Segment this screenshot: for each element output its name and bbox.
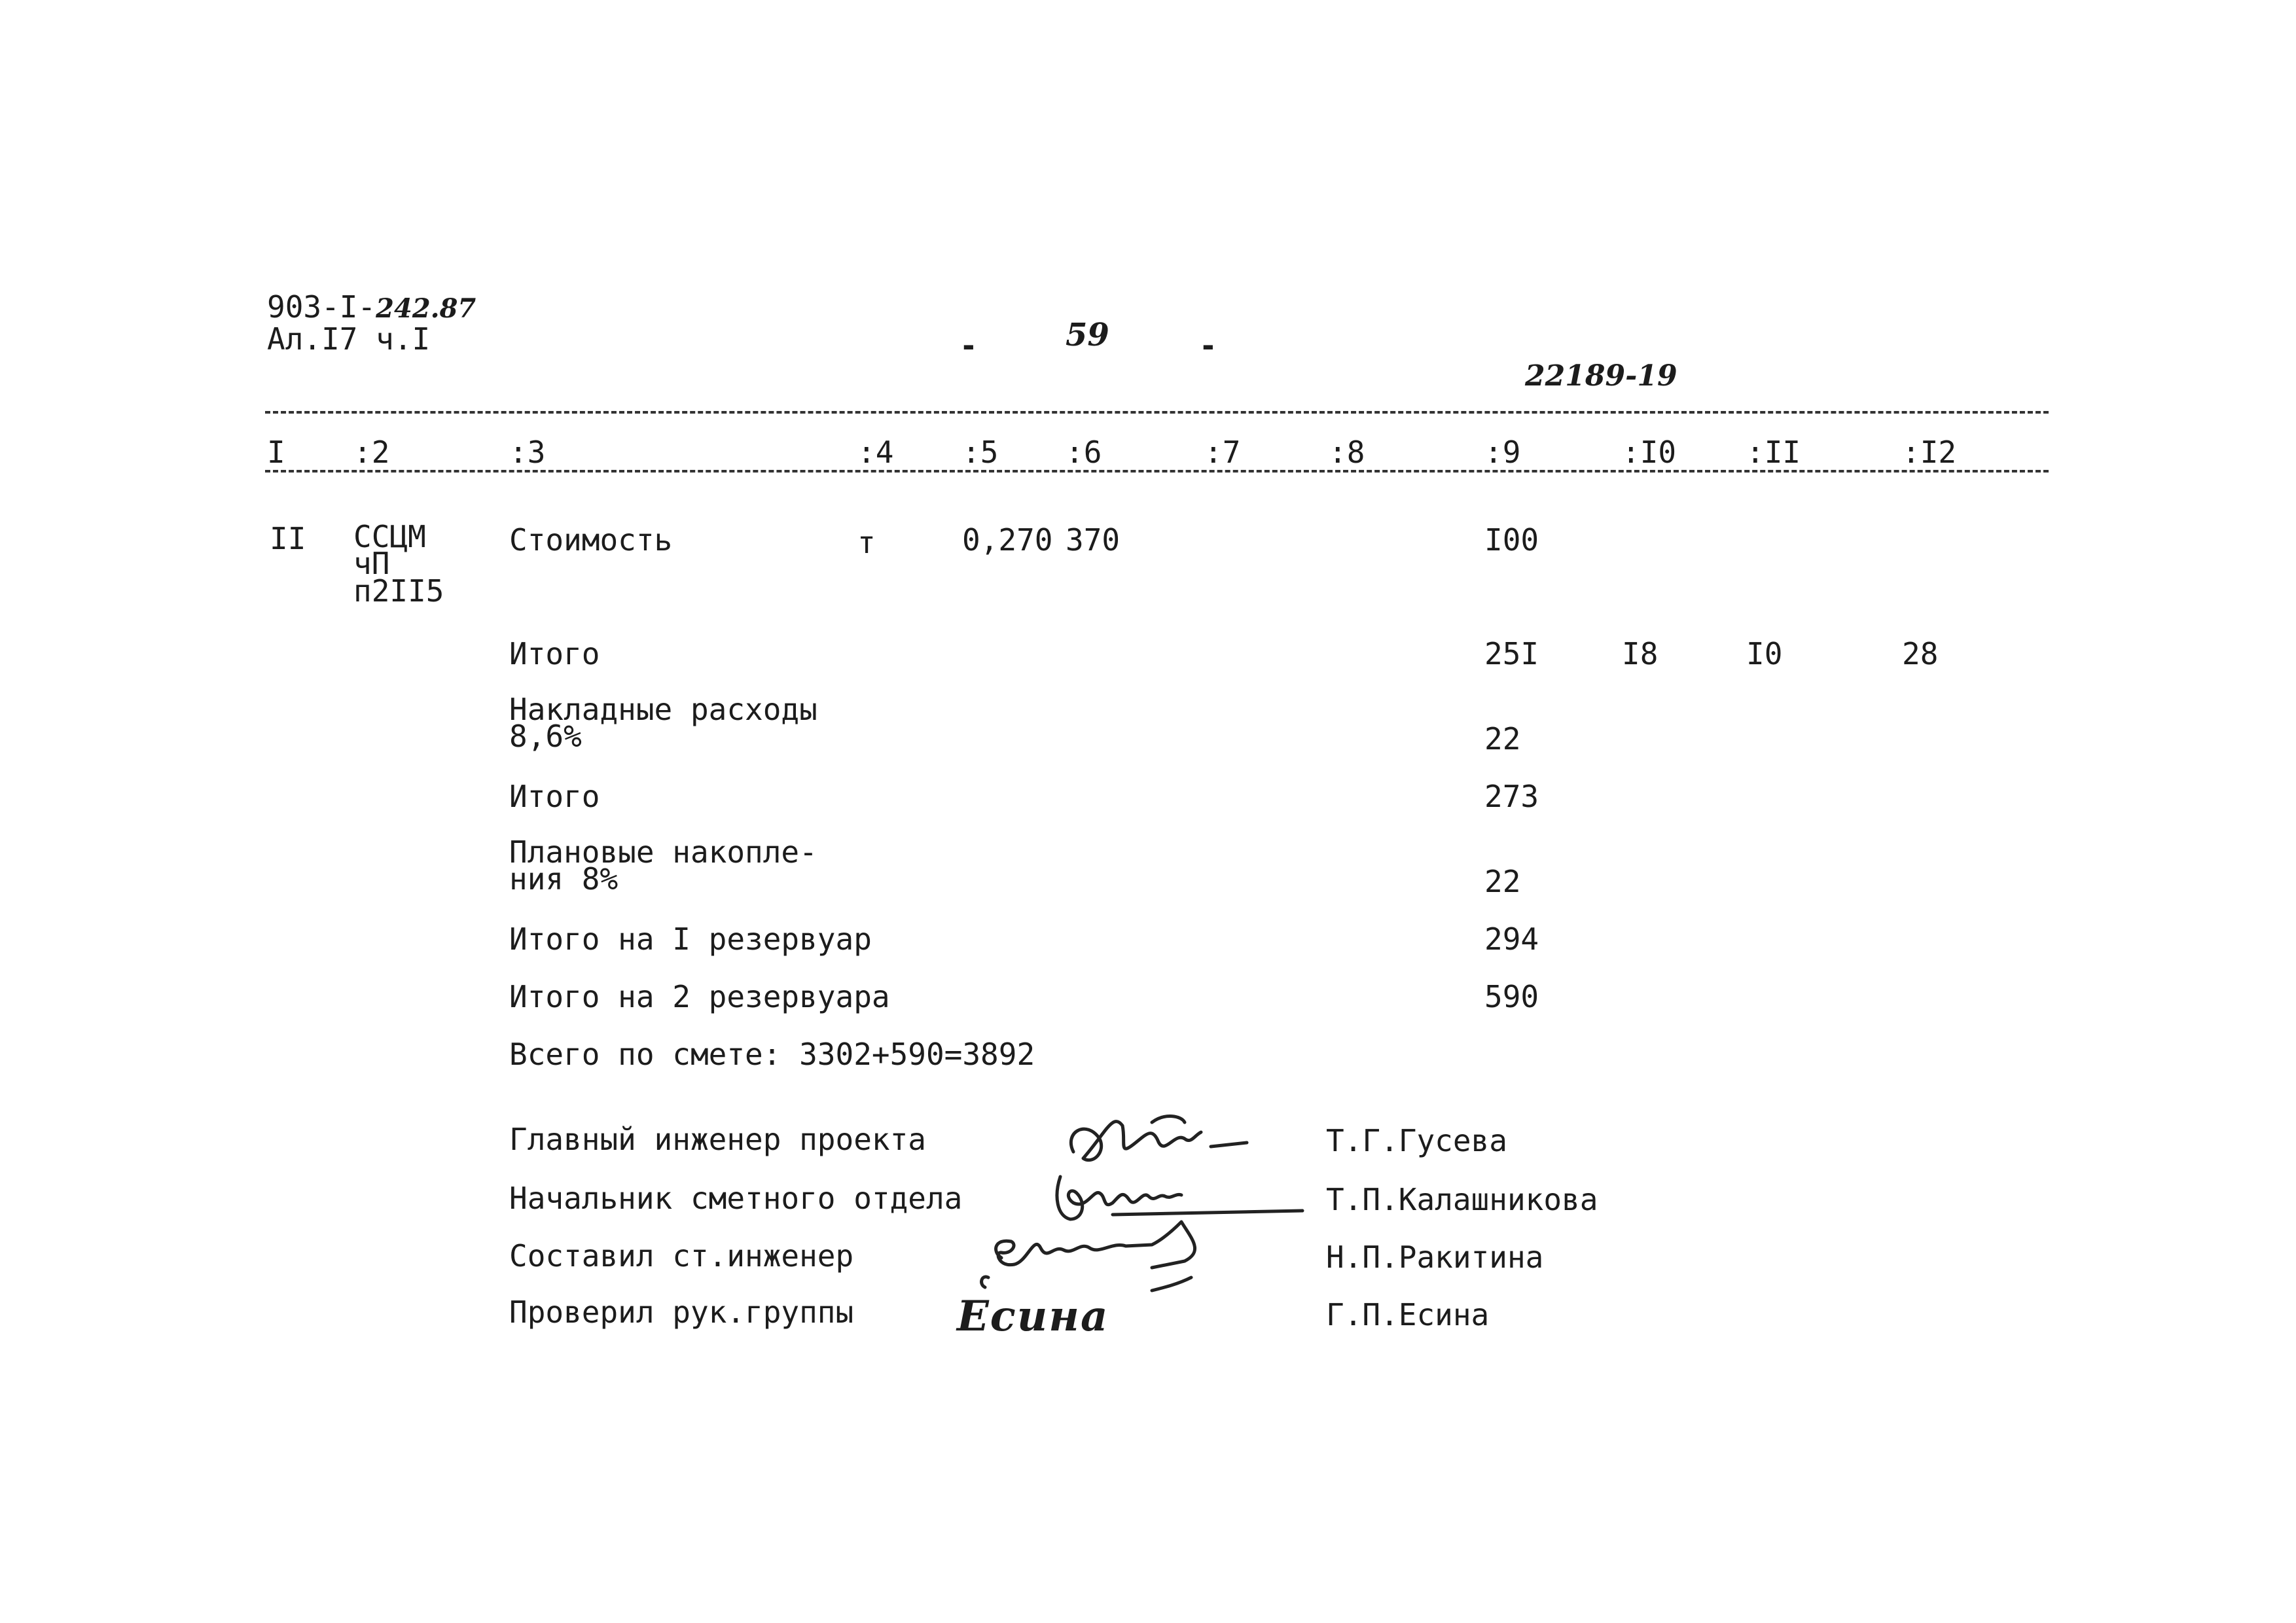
row-number: II — [270, 521, 306, 556]
per-reservoir-col9: 294 — [1484, 921, 1539, 957]
subtotal-1-col12: 28 — [1902, 636, 1939, 671]
signature-role-estimates-head: Начальник сметного отдела — [509, 1181, 963, 1216]
signature-name-checker: Г.П.Есина — [1326, 1297, 1490, 1332]
column-header-11: :II — [1746, 435, 1801, 470]
price-basis-line-3: п2II5 — [353, 573, 444, 609]
overhead-label-line-1: Накладные расходы — [509, 692, 817, 727]
column-header-8: :8 — [1329, 435, 1365, 470]
planned-savings-label-line-2: ния 8% — [509, 861, 619, 897]
document-code — [267, 289, 476, 325]
column-header-2: :2 — [353, 435, 390, 470]
signature-role-checker: Проверил рук.группы — [509, 1294, 854, 1330]
two-reservoirs-label: Итого на 2 резервуара — [509, 979, 890, 1014]
subtotal-1-col10: I8 — [1622, 636, 1659, 671]
grand-total: Всего по смете: 3302+590=3892 — [509, 1037, 1035, 1072]
per-reservoir-label: Итого на I резервуар — [509, 921, 872, 957]
price-basis — [353, 519, 444, 609]
overhead-col9: 22 — [1484, 721, 1521, 757]
page-dash-left: - — [960, 328, 978, 363]
column-header-9: :9 — [1484, 435, 1521, 470]
item-total: I00 — [1484, 522, 1539, 558]
overhead-label-line-2: 8,6% — [509, 719, 582, 755]
signature-name-estimates-head: Т.П.Калашникова — [1326, 1182, 1598, 1217]
page-number: 59 — [1066, 317, 1109, 353]
header-bottom-rule — [265, 470, 2049, 473]
column-header-7: :7 — [1204, 435, 1241, 470]
column-header-5: :5 — [962, 435, 999, 470]
signature-role-chief-engineer: Главный инженер проекта — [509, 1122, 926, 1157]
price-basis-line-1: ССЦМ — [353, 519, 426, 554]
document-code-printed: 903-I- — [267, 289, 376, 325]
item-unit: т — [857, 525, 876, 560]
column-header-6: :6 — [1066, 435, 1102, 470]
planned-savings-label — [509, 834, 817, 897]
subtotal-2-col9: 273 — [1484, 779, 1539, 814]
registration-number: 22189-19 — [1525, 359, 1677, 393]
subtotal-1-col9: 25I — [1484, 636, 1539, 671]
item-unit-price: 370 — [1066, 522, 1121, 558]
planned-savings-label-line-1: Плановые накопле- — [509, 834, 817, 870]
column-header-3: :3 — [509, 435, 546, 470]
overhead-label — [509, 692, 817, 755]
album-number: Ал.I7 ч.I — [267, 321, 431, 357]
item-name: Стоимость — [509, 522, 673, 558]
column-header-12: :I2 — [1902, 435, 1957, 470]
subtotal-2-label: Итого — [509, 779, 600, 814]
signature-name-chief-engineer: Т.Г.Гусева — [1326, 1123, 1507, 1158]
column-header-4: :4 — [857, 435, 894, 470]
planned-savings-col9: 22 — [1484, 864, 1521, 899]
column-header-10: :I0 — [1622, 435, 1677, 470]
document-code-handwritten: 242.87 — [376, 293, 476, 324]
signature-name-compiler: Н.П.Ракитина — [1326, 1240, 1544, 1275]
column-header-1: I — [267, 435, 285, 470]
page-dash-right: - — [1199, 328, 1217, 363]
subtotal-1-col11: I0 — [1746, 636, 1783, 671]
item-quantity: 0,270 — [962, 522, 1053, 558]
price-basis-line-2: чП — [353, 546, 390, 582]
header-top-rule — [265, 411, 2049, 414]
signature-handwritten-esina: Есина — [957, 1292, 1109, 1341]
signature-role-compiler: Составил ст.инженер — [509, 1238, 854, 1274]
subtotal-1-label: Итого — [509, 636, 600, 671]
two-reservoirs-col9: 590 — [1484, 979, 1539, 1014]
